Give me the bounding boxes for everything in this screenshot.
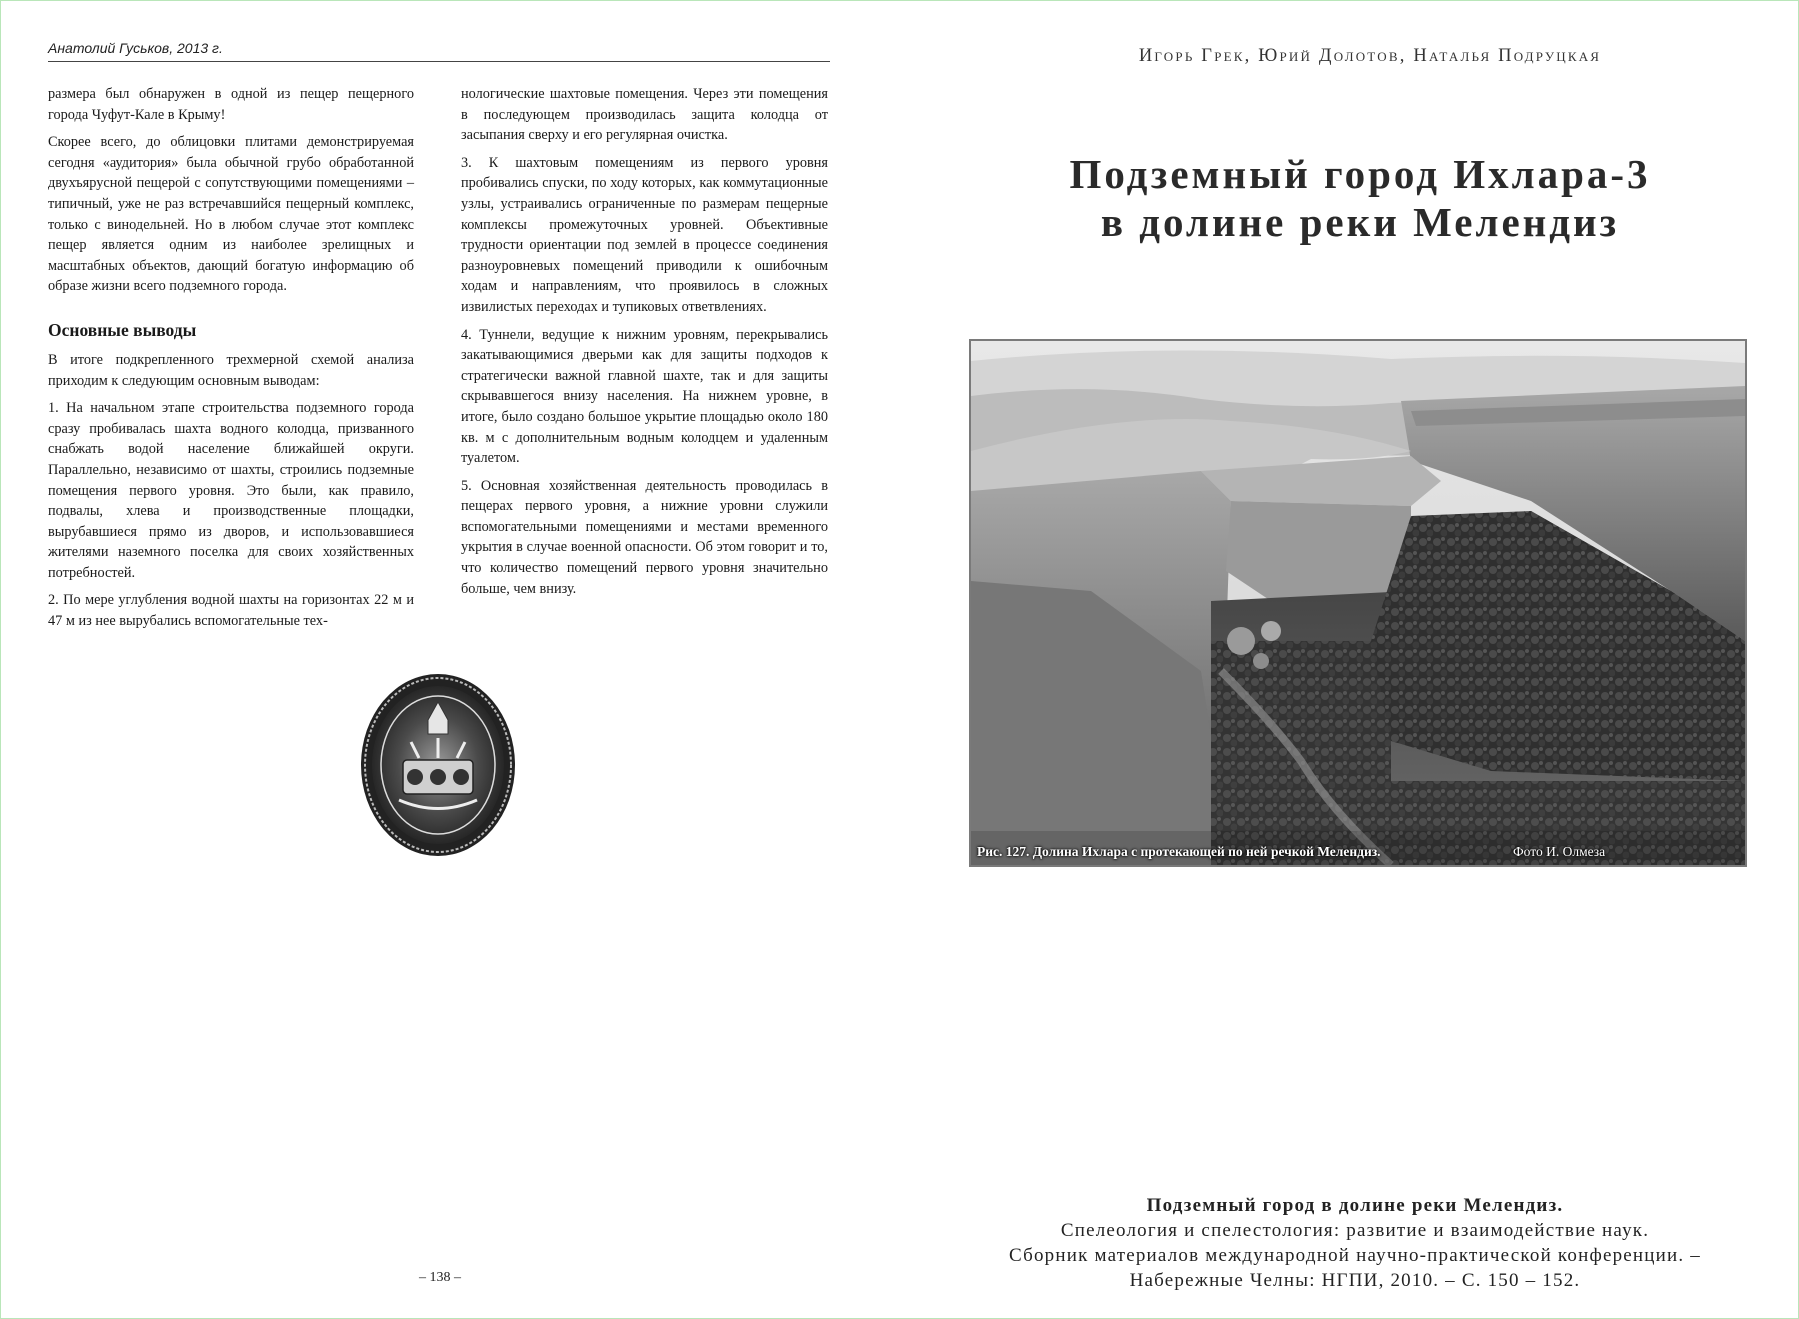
authors-line: Игорь Грек, Юрий Долотов, Наталья Подруцкая: [1138, 46, 1602, 66]
citation-title: Подземный город в долине реки Мелендиз.: [1146, 1195, 1564, 1216]
paragraph: 2. По мере углубления водной шахты на горизонтах 22 м и 47 м из нее вырубались вспомогательные тех-: [48, 592, 414, 630]
title-line-2: в долине реки Мелендиз: [1100, 199, 1620, 245]
seal-emblem-icon: [359, 672, 517, 858]
citation-line: Сборник материалов международной научно-практической конференции. –: [1009, 1245, 1701, 1266]
paragraph: 1. На начальном этапе строительства подземного города сразу пробивалась шахта водного колодца, призванного снабжать водой население ближайшей округи. Параллельно, независимо от шахты, строились подземные помещения первого уровня. Это были, как правило, подвалы, хлева и производственные площадки, вырубавшиеся прямо из дворов, и использовавшиеся жителями наземного поселка для своих хозяйственных потребностей.: [48, 400, 414, 581]
running-head: Анатолий Гуськов, 2013 г.: [48, 40, 223, 56]
right-text-column: [461, 84, 828, 606]
photo-credit: Фото И. Олмеза: [1513, 844, 1606, 859]
paragraph: 4. Туннели, ведущие к нижним уровням, перекрывались закатывающимися дверьми как для защиты подходов к стратегически важной главной шахте, так и для защиты скрывавшегося внизу населения. На нижнем уровне, в итоге, было создано большое укрытие площадью около 180 кв. м с дополнительным водным колодцем и удаленным туалетом.: [461, 326, 828, 467]
citation-line: Набережные Челны: НГПИ, 2010. – С. 150 – 152.: [1129, 1270, 1581, 1291]
paragraph: 5. Основная хозяйственная деятельность проводилась в пещерах первого уровня, а нижние уровни служили вспомогательными помещениями и местами временного укрытия в случае военной опасности. Об этом говорит и то, что количество помещений первого уровня значительно больше, чем внизу.: [461, 477, 828, 597]
bibliographic-citation: [960, 1193, 1750, 1293]
paragraph: Скорее всего, до облицовки плитами демонстрируемая сегодня «аудитория» была обычной грубо обработанной двухъярусной пещерой с сопутствующими помещениями – типичный, уже не раз встречавшийся пещерный комплекс, только с винодельней. Но в любом случае этот комплекс пещер является одним из наиболее зрелищных и масштабных объектов, дающий богатую информацию об образе жизни всего подземного города.: [48, 134, 414, 295]
title-line-1: Подземный город Ихлара-3: [1069, 151, 1651, 197]
section-heading: Основные выводы: [48, 319, 197, 340]
paragraph: В итоге подкрепленного трехмерной схемой анализа приходим к следующим основным выводам:: [48, 351, 414, 389]
page-number: – 138 –: [419, 1270, 461, 1285]
citation-line: Спелеология и спелестология: развитие и взаимодействие наук.: [1060, 1220, 1650, 1241]
valley-photo: [969, 339, 1747, 867]
figure-caption: Рис. 127. Долина Ихлара с протекающей по ней речкой Мелендиз.: [977, 844, 1381, 859]
paragraph: размера был обнаружен в одной из пещер пещерного города Чуфут-Кале в Крыму!: [48, 86, 414, 123]
article-title: [1000, 150, 1720, 246]
paragraph: 3. К шахтовым помещениям из первого уровня пробивались спуски, по ходу которых, как коммутационные узлы, устраивались ограниченные по размерам пещерные комплексы промежуточных уровней. Объективные трудности ориентации под землей в процессе соединения разноуровневых помещений приводили к ошибочным ходам и направлениям, что проявилось в сложных извилистых переходах и тупиковых ответвлениях.: [461, 154, 828, 315]
canyon-landscape-image: [971, 341, 1745, 865]
header-rule: [48, 61, 830, 62]
left-text-column: [48, 84, 414, 639]
paragraph: нологические шахтовые помещения. Через эти помещения в последующем производилась защита колодца от засыпания сверху и его регулярная очистка.: [461, 86, 828, 144]
